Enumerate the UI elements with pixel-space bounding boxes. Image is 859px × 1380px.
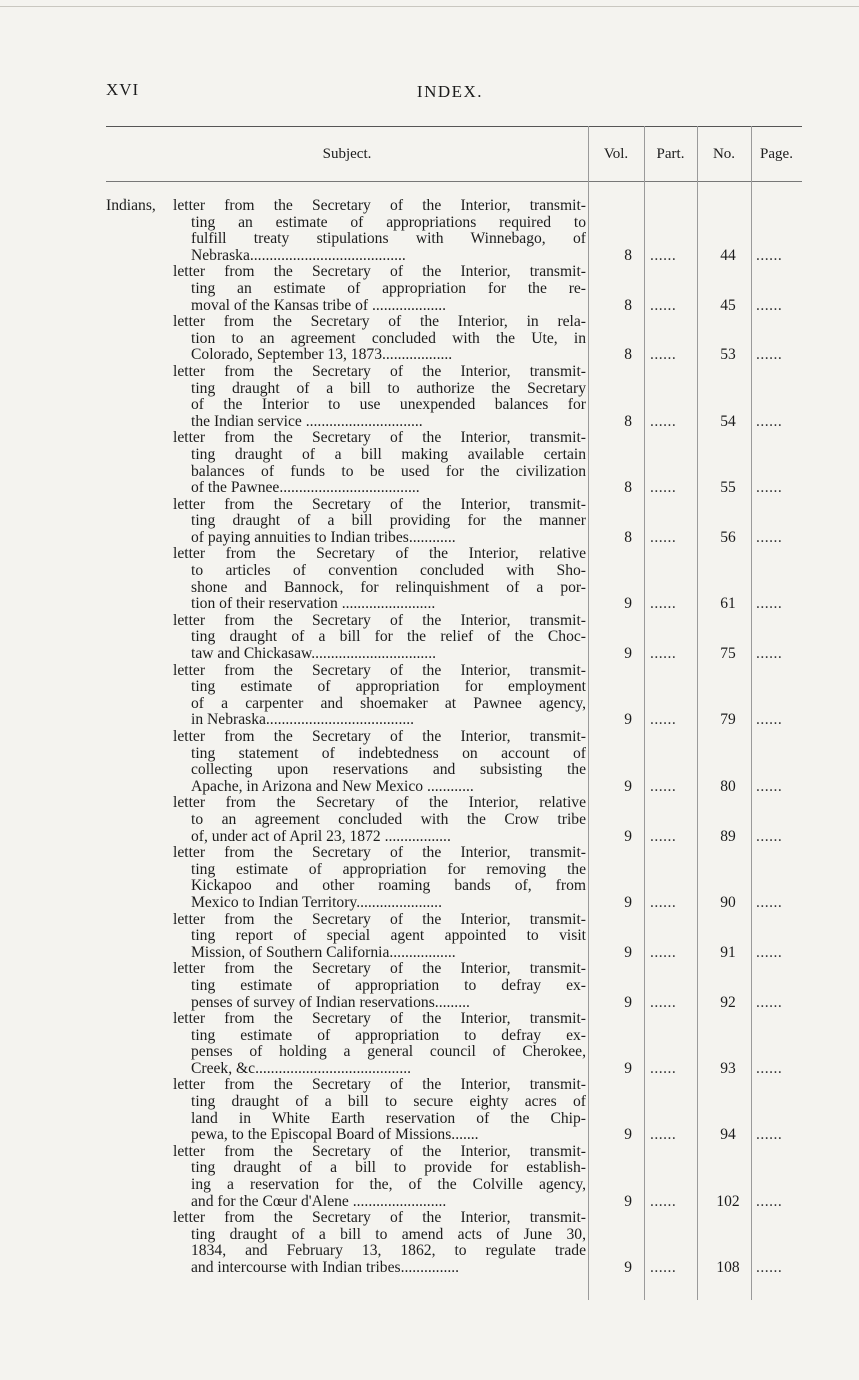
- entry-vol: 9: [624, 993, 632, 1011]
- entry-part-leader: ......: [650, 1259, 677, 1276]
- entry-subject: [106, 845, 586, 911]
- index-entry: [106, 1144, 802, 1210]
- subject-line: Creek, &c........................................: [191, 1060, 412, 1077]
- entry-vol: 9: [624, 711, 632, 729]
- entry-page-leader: ......: [756, 645, 783, 663]
- subject-line: tion to an agreement concluded with the Ute, in: [191, 330, 586, 347]
- page-column-header: Page.: [760, 146, 793, 162]
- index-table: [106, 126, 802, 1300]
- subject-column-header: Subject.: [322, 146, 372, 162]
- index-entry: [106, 430, 802, 496]
- subject-line: ting estimate of appropriation to defray ex-: [191, 1027, 586, 1044]
- index-entry: [106, 795, 802, 845]
- subject-line: of the Pawnee....................................: [191, 480, 420, 497]
- subject-line: and for the Cœur d'Alene ........................: [191, 1193, 447, 1210]
- subject-line: Mexico to Indian Territory......................: [191, 894, 442, 911]
- subject-line: letter from the Secretary of the Interior, transmit-: [173, 1210, 586, 1227]
- subject-line: penses of holding a general council of Cherokee,: [191, 1044, 586, 1061]
- subject-line: letter from the Secretary of the Interior, transmit-: [173, 612, 586, 629]
- entry-no: 56: [720, 528, 736, 546]
- subject-line: of the Interior to use unexpended balances for: [191, 397, 586, 414]
- entry-part-leader: ......: [650, 711, 677, 729]
- subject-line: to an agreement concluded with the Crow tribe: [191, 811, 586, 828]
- index-entry: [106, 264, 802, 314]
- subject-line: letter from the Secretary of the Interior, transmit-: [173, 430, 586, 447]
- subject-line: letter from the Secretary of the Interior, relative: [173, 546, 586, 563]
- subject-line: 1834, and February 13, 1862, to regulate trade: [191, 1243, 586, 1260]
- subject-line: moval of the Kansas tribe of ...................: [191, 297, 447, 314]
- part-column-header: Part.: [656, 146, 685, 162]
- entry-vol: 8: [624, 246, 632, 264]
- entry-no: 79: [720, 711, 736, 729]
- entry-part-leader: ......: [650, 1192, 677, 1210]
- entry-page-leader: ......: [756, 993, 783, 1011]
- subject-line: letter from the Secretary of the Interior, transmit-: [173, 662, 586, 679]
- subject-line: letter from the Secretary of the Interior, transmit-: [173, 1077, 586, 1094]
- entry-no: 54: [720, 412, 736, 430]
- entry-page-leader: ......: [756, 893, 783, 911]
- entry-page-leader: ......: [756, 528, 783, 546]
- no-column-header: No.: [712, 146, 736, 162]
- entry-page-leader: ......: [756, 1192, 783, 1210]
- index-entry: [106, 497, 802, 547]
- index-entry: [106, 663, 802, 729]
- entry-no: 108: [716, 1259, 740, 1276]
- subject-line: letter from the Secretary of the Interior, transmit-: [173, 961, 586, 978]
- entry-no: 45: [720, 296, 736, 314]
- subject-line: Colorado, September 13, 1873..................: [191, 347, 453, 364]
- subject-line: ting draught of a bill to secure eighty acres of: [191, 1094, 586, 1111]
- entry-no: 92: [720, 993, 736, 1011]
- index-entry: [106, 729, 802, 795]
- entry-part-leader: ......: [650, 246, 677, 264]
- subject-line: letter from the Secretary of the Interior, transmit-: [173, 198, 586, 214]
- subject-line: of, under act of April 23, 1872 .................: [191, 828, 451, 845]
- subject-line: of paying annuities to Indian tribes............: [191, 529, 456, 546]
- entry-page-leader: ......: [756, 943, 783, 961]
- subject-line: letter from the Secretary of the Interior, transmit-: [173, 363, 586, 380]
- subject-line: letter from the Secretary of the Interior, transmit-: [173, 1143, 586, 1160]
- subject-line: Apache, in Arizona and New Mexico ............: [191, 778, 474, 795]
- entry-page-leader: ......: [756, 777, 783, 795]
- entry-subject: [106, 729, 586, 795]
- subject-line: ing a reservation for the, of the Colville agency,: [191, 1177, 586, 1194]
- entry-no: 90: [720, 893, 736, 911]
- top-edge-rule: [0, 6, 859, 7]
- subject-line: letter from the Secretary of the Interior, transmit-: [173, 264, 586, 281]
- entry-subject: [106, 1210, 586, 1276]
- entry-subject: [106, 314, 586, 364]
- subject-line: letter from the Secretary of the Interior, relative: [173, 795, 586, 812]
- entry-vol: 9: [624, 1126, 632, 1144]
- subject-line: in Nebraska......................................: [191, 712, 415, 729]
- vol-column-header: Vol.: [603, 146, 629, 162]
- entry-no: 53: [720, 346, 736, 364]
- entry-subject: [106, 430, 586, 496]
- entry-page-leader: ......: [756, 1259, 783, 1276]
- entry-subject: [106, 198, 586, 264]
- entry-vol: 9: [624, 595, 632, 613]
- subject-line: and intercourse with Indian tribes...............: [191, 1260, 460, 1276]
- subject-line: shone and Bannock, for relinquishment of a por-: [191, 579, 586, 596]
- entry-subject: [106, 1011, 586, 1077]
- subject-line: fulfill treaty stipulations with Winnebago, of: [191, 231, 586, 248]
- entry-no: 80: [720, 777, 736, 795]
- index-entry: [106, 845, 802, 911]
- index-entry: [106, 364, 802, 430]
- index-entry: [106, 198, 802, 264]
- entry-part-leader: ......: [650, 893, 677, 911]
- entry-part-leader: ......: [650, 346, 677, 364]
- entry-page-leader: ......: [756, 1126, 783, 1144]
- entry-page-leader: ......: [756, 595, 783, 613]
- subject-line: the Indian service ..............................: [191, 413, 423, 430]
- index-entries: [106, 198, 802, 1277]
- subject-line: to articles of convention concluded with Sho-: [191, 563, 586, 580]
- index-entry: [106, 546, 802, 612]
- running-head: INDEX.: [416, 82, 484, 101]
- subject-line: taw and Chickasaw................................: [191, 646, 436, 663]
- entry-vol: 9: [624, 943, 632, 961]
- subject-line: letter from the Secretary of the Interior, transmit-: [173, 911, 586, 928]
- page-folio: XVI: [106, 80, 140, 99]
- entry-page-leader: ......: [756, 412, 783, 430]
- subject-line: ting an estimate of appropriation for the re-: [191, 280, 586, 297]
- subject-line: ting draught of a bill for the relief of the Choc-: [191, 629, 586, 646]
- entry-subject: [106, 364, 586, 430]
- entry-no: 44: [720, 246, 736, 264]
- entry-vol: 9: [624, 1192, 632, 1210]
- entry-subject: [106, 912, 586, 962]
- index-entry: [106, 912, 802, 962]
- index-entry: [106, 1077, 802, 1143]
- entry-vol: 9: [624, 1259, 632, 1276]
- entry-page-leader: ......: [756, 479, 783, 497]
- subject-line: pewa, to the Episcopal Board of Missions.......: [191, 1127, 479, 1144]
- subject-line: ting draught of a bill making available certain: [191, 446, 586, 463]
- index-entry: [106, 1210, 802, 1276]
- entry-vol: 8: [624, 479, 632, 497]
- entry-vol: 9: [624, 827, 632, 845]
- subject-line: letter from the Secretary of the Interior, in rela-: [173, 314, 586, 331]
- entry-part-leader: ......: [650, 993, 677, 1011]
- subject-line: ting estimate of appropriation to defray ex-: [191, 977, 586, 994]
- entry-no: 55: [720, 479, 736, 497]
- entry-page-leader: ......: [756, 296, 783, 314]
- entry-no: 89: [720, 827, 736, 845]
- entry-no: 91: [720, 943, 736, 961]
- lead-word: Indians,: [106, 197, 156, 214]
- entry-vol: 9: [624, 893, 632, 911]
- entry-no: 61: [720, 595, 736, 613]
- subject-line: tion of their reservation ........................: [191, 596, 436, 613]
- entry-subject: [106, 264, 586, 314]
- entry-part-leader: ......: [650, 479, 677, 497]
- entry-part-leader: ......: [650, 1059, 677, 1077]
- entry-part-leader: ......: [650, 645, 677, 663]
- subject-line: ting an estimate of appropriations required to: [191, 214, 586, 231]
- entry-vol: 9: [624, 1059, 632, 1077]
- entry-part-leader: ......: [650, 777, 677, 795]
- subject-line: collecting upon reservations and subsisting the: [191, 762, 586, 779]
- entry-no: 94: [720, 1126, 736, 1144]
- entry-part-leader: ......: [650, 412, 677, 430]
- entry-no: 75: [720, 645, 736, 663]
- entry-part-leader: ......: [650, 943, 677, 961]
- entry-vol: 8: [624, 412, 632, 430]
- subject-line: balances of funds to be used for the civilization: [191, 463, 586, 480]
- entry-vol: 8: [624, 346, 632, 364]
- entry-page-leader: ......: [756, 711, 783, 729]
- subject-line: Mission, of Southern California.................: [191, 944, 456, 961]
- index-entry: [106, 961, 802, 1011]
- subject-line: of a carpenter and shoemaker at Pawnee agency,: [191, 695, 586, 712]
- index-entry: [106, 613, 802, 663]
- entry-page-leader: ......: [756, 246, 783, 264]
- entry-vol: 9: [624, 645, 632, 663]
- entry-part-leader: ......: [650, 827, 677, 845]
- entry-subject: [106, 1077, 586, 1143]
- entry-page-leader: ......: [756, 346, 783, 364]
- subject-line: letter from the Secretary of the Interior, transmit-: [173, 729, 586, 745]
- subject-line: ting estimate of appropriation for removing the: [191, 861, 586, 878]
- subject-line: penses of survey of Indian reservations.........: [191, 994, 470, 1011]
- subject-line: letter from the Secretary of the Interior, transmit-: [173, 845, 586, 862]
- subject-line: Kickapoo and other roaming bands of, from: [191, 878, 586, 895]
- entry-subject: [106, 1144, 586, 1210]
- subject-line: ting statement of indebtedness on account of: [191, 745, 586, 762]
- subject-line: ting draught of a bill to authorize the Secretary: [191, 380, 586, 397]
- subject-line: ting draught of a bill providing for the manner: [191, 513, 586, 530]
- entry-subject: [106, 795, 586, 845]
- entry-part-leader: ......: [650, 1126, 677, 1144]
- index-entry: [106, 314, 802, 364]
- subject-line: letter from the Secretary of the Interior, transmit-: [173, 1011, 586, 1028]
- entry-page-leader: ......: [756, 827, 783, 845]
- entry-page-leader: ......: [756, 1059, 783, 1077]
- entry-vol: 9: [624, 777, 632, 795]
- entry-subject: [106, 546, 586, 612]
- index-entry: [106, 1011, 802, 1077]
- subject-line: land in White Earth reservation of the Chip-: [191, 1110, 586, 1127]
- entry-vol: 8: [624, 296, 632, 314]
- subject-line: ting draught of a bill to provide for establish-: [191, 1160, 586, 1177]
- subject-line: ting report of special agent appointed to visit: [191, 928, 586, 945]
- entry-vol: 8: [624, 528, 632, 546]
- entry-no: 93: [720, 1059, 736, 1077]
- entry-subject: [106, 613, 586, 663]
- entry-no: 102: [716, 1192, 740, 1210]
- entry-subject: [106, 961, 586, 1011]
- entry-subject: [106, 663, 586, 729]
- entry-subject: [106, 497, 586, 547]
- subject-line: ting draught of a bill to amend acts of June 30,: [191, 1226, 586, 1243]
- subject-line: ting estimate of appropriation for employment: [191, 679, 586, 696]
- subject-line: letter from the Secretary of the Interior, transmit-: [173, 496, 586, 513]
- entry-part-leader: ......: [650, 595, 677, 613]
- entry-part-leader: ......: [650, 528, 677, 546]
- entry-part-leader: ......: [650, 296, 677, 314]
- subject-line: Nebraska........................................: [191, 247, 406, 264]
